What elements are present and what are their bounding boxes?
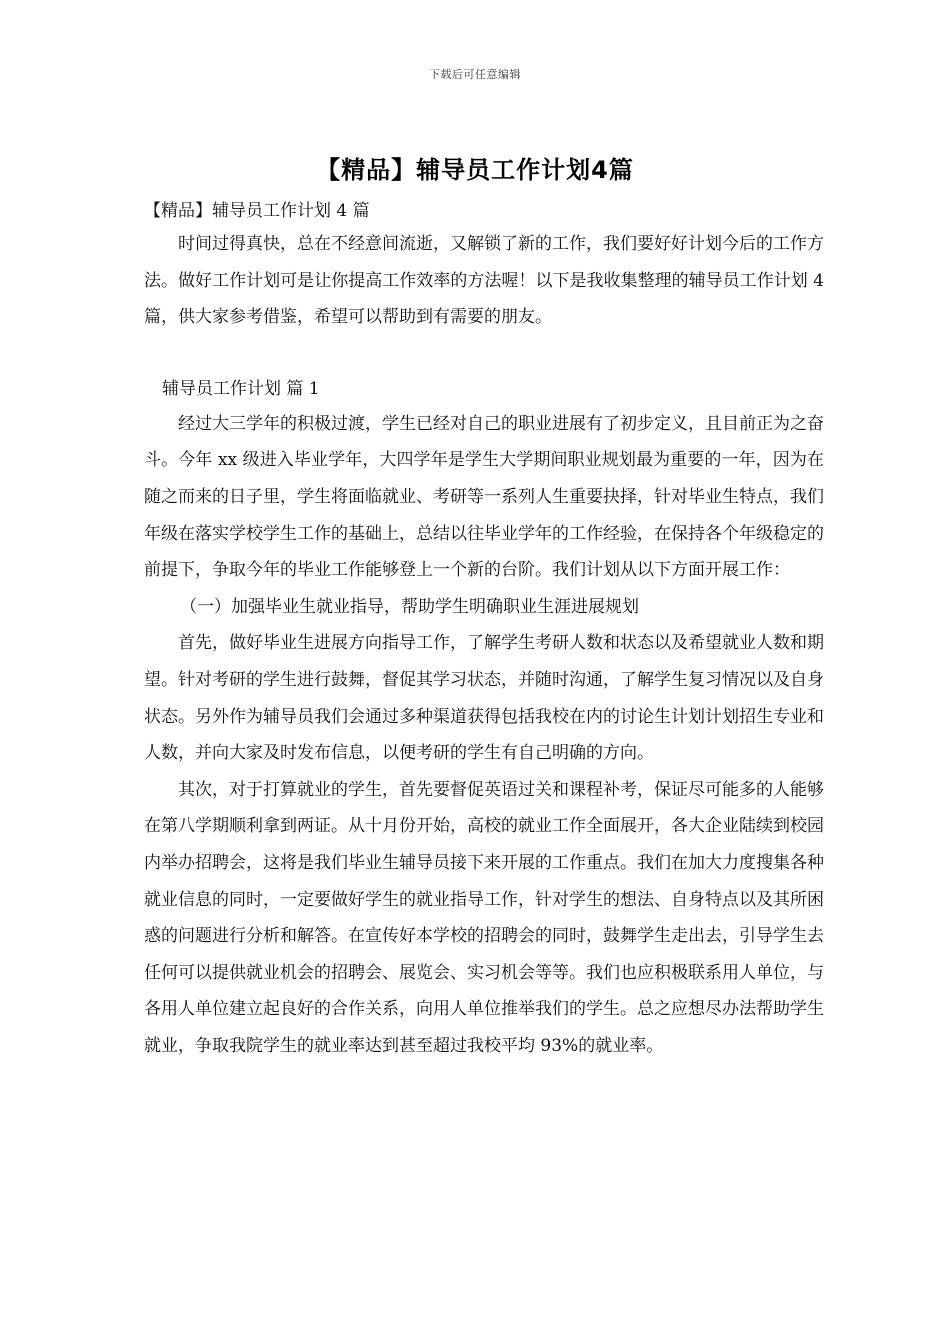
document-subtitle: 【精品】辅导员工作计划 4 篇 [144,201,370,221]
document-title: 【精品】辅导员工作计划4篇 [316,156,634,184]
section1-paragraph-2: 首先，做好毕业生进展方向指导工作，了解学生考研人数和状态以及希望就业人数和期望。针对考研的学生进行鼓舞，督促其学习状态，并随时沟通，了解学生复习情况以及自身状态。另外作为辅导员我们会通过多种渠道获得包括我校在内的讨论生计划计划招生专业和人数，并向大家及时发布信息，以便考研的学生有自己明确的方向。 [144,633,824,764]
paragraph-spacer [144,336,824,372]
section1-sub-heading: （一）加强毕业生就业指导，帮助学生明确职业生涯进展规划 [180,596,639,617]
section-heading-1: 辅导员工作计划 篇 1 [162,378,320,399]
header-note: 下载后可任意编辑 [429,68,521,81]
section1-paragraph-3: 其次，对于打算就业的学生，首先要督促英语过关和课程补考，保证尽可能多的人能够在第八学期顺利拿到两证。从十月份开始，高校的就业工作全面展开，各大企业陆续到校园内举办招聘会，这将是我们毕业生辅导员接下来开展的工作重点。我们在加大力度搜集各种就业信息的同时，一定要做好学生的就业指导工作，针对学生的想法、自身特点以及其所困惑的问题进行分析和解答。在宣传好本学校的招聘会的同时，鼓舞学生走出去，引导学生去任何可以提供就业机会的招聘会、展览会、实习机会等等。我们也应积极联系用人单位，与各用人单位建立起良好的合作关系，向用人单位推举我们的学生。总之应想尽办法帮助学生就业，争取我院学生的就业率达到甚至超过我校平均 93%的就业率。 [144,779,824,1056]
section1-paragraph-1: 经过大三学年的积极过渡，学生已经对自己的职业进展有了初步定义，且目前正为之奋斗。今年 xx 级进入毕业学年，大四学年是学生大学期间职业规划最为重要的一年，因为在随之而来的日子里，学生将面临就业、考研等一系列人生重要抉择，针对毕业生特点，我们年级在落实学校学生工作的基础上，总结以往毕业学年的工作经验，在保持各个年级稳定的前提下，争取今年的毕业工作能够登上一个新的台阶。我们计划从以下方面开展工作： [144,413,824,581]
intro-paragraph: 时间过得真快，总在不经意间流逝，又解锁了新的工作，我们要好好计划今后的工作方法。做好工作计划可是让你提高工作效率的方法喔！以下是我收集整理的辅导员工作计划 4 篇，供大家参考借鉴，希望可以帮助到有需要的朋友。 [144,234,824,328]
document-body [144,196,824,1064]
